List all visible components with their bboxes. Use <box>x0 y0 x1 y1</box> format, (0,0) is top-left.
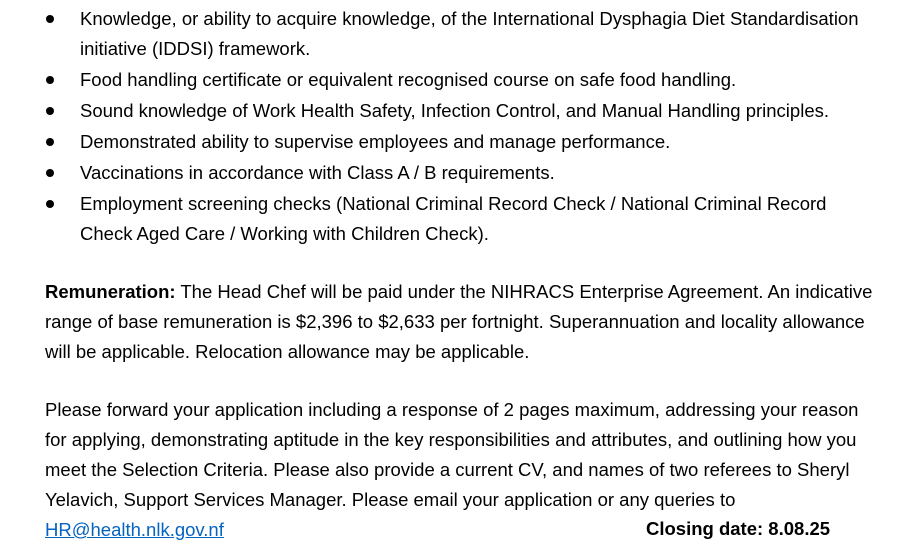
application-text: Please forward your application including a response of 2 pages maximum, addressing your reason for applying, demonstrating aptitude in the key responsibilities and attributes, and outlining how you meet the Selection Criteria. Please also provide a current CV, and names of two referees to Sheryl Yelavich, Support Services Manager. Please email your application or any queries to <box>45 399 859 510</box>
bullet-icon <box>46 15 54 23</box>
list-item <box>0 127 900 157</box>
remuneration-text: The Head Chef will be paid under the NIHRACS Enterprise Agreement. An indicative range of base remuneration is $2,396 to $2,633 per fortnight. Superannuation and locality allowance will be applicable. Relocation allowance may be applicable. <box>45 281 873 362</box>
list-item-text: Knowledge, or ability to acquire knowledge, of the International Dysphagia Diet Standardisation initiative (IDDSI) framework. <box>80 8 859 59</box>
bullet-icon <box>46 200 54 208</box>
list-item-text: Vaccinations in accordance with Class A / B requirements. <box>80 162 555 183</box>
list-item <box>0 189 900 249</box>
list-item <box>0 4 900 64</box>
list-item <box>0 65 900 95</box>
closing-date: Closing date: 8.08.25 <box>646 518 831 539</box>
bullet-icon <box>46 76 54 84</box>
list-item-text: Demonstrated ability to supervise employees and manage performance. <box>80 131 671 152</box>
selection-criteria-list <box>0 4 900 250</box>
bullet-icon <box>46 138 54 146</box>
email-link[interactable]: HR@health.nlk.gov.nf <box>45 519 224 540</box>
remuneration-paragraph <box>45 277 885 367</box>
bullet-icon <box>46 107 54 115</box>
list-item-text: Food handling certificate or equivalent recognised course on safe food handling. <box>80 69 737 90</box>
list-item-text: Employment screening checks (National Criminal Record Check / National Criminal Record Check Aged Care / Working with Children Check). <box>80 193 827 244</box>
remuneration-label: Remuneration: <box>45 281 176 302</box>
bullet-icon <box>46 169 54 177</box>
list-item-text: Sound knowledge of Work Health Safety, Infection Control, and Manual Handling principles. <box>80 100 829 121</box>
list-item <box>0 158 900 188</box>
list-item <box>0 96 900 126</box>
